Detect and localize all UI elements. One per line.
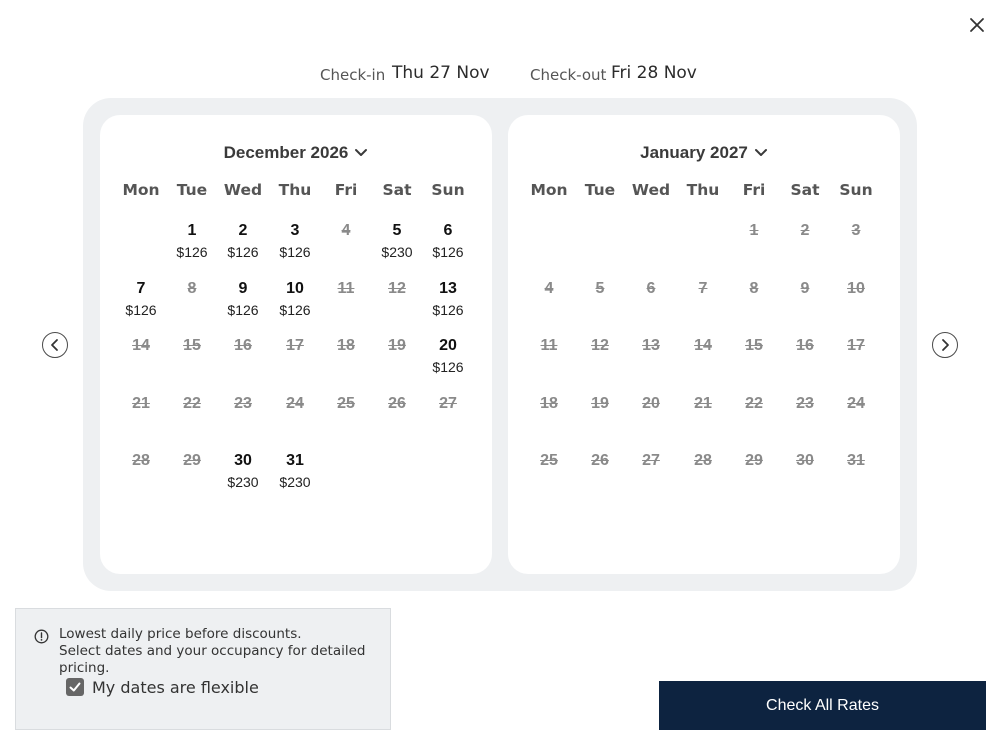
day-number: 10 — [847, 280, 865, 297]
day-number: 14 — [694, 337, 712, 354]
weekday-label: Sun — [839, 181, 873, 199]
day-cell — [524, 452, 574, 504]
day-cell — [524, 395, 574, 447]
day-number: 9 — [238, 280, 248, 297]
weekday-label: Thu — [278, 181, 312, 199]
selected-dates-bar — [0, 62, 1000, 88]
day-number: 2 — [800, 222, 810, 239]
day-cell — [116, 452, 166, 504]
day-cell[interactable] — [423, 337, 473, 389]
weekday-label: Tue — [584, 181, 616, 199]
day-cell — [372, 395, 422, 447]
day-number: 31 — [847, 452, 865, 469]
day-cell[interactable] — [270, 280, 320, 332]
chevron-down-icon — [354, 148, 368, 158]
day-cell — [575, 337, 625, 389]
day-number: 6 — [443, 222, 453, 239]
day-number: 6 — [646, 280, 656, 297]
day-cell[interactable] — [218, 280, 268, 332]
day-cell — [729, 222, 779, 274]
day-cell — [729, 280, 779, 332]
day-price: $126 — [125, 302, 157, 318]
day-number: 4 — [544, 280, 554, 297]
day-number: 29 — [183, 452, 201, 469]
day-number: 11 — [337, 280, 355, 297]
day-cell — [575, 452, 625, 504]
day-cell — [831, 395, 881, 447]
day-price: $126 — [279, 244, 311, 260]
weekday-label: Mon — [122, 181, 160, 199]
day-number: 25 — [540, 452, 558, 469]
day-number: 24 — [847, 395, 865, 412]
day-cell — [831, 337, 881, 389]
day-cell — [780, 452, 830, 504]
day-cell — [626, 280, 676, 332]
day-number: 19 — [388, 337, 406, 354]
day-cell — [372, 337, 422, 389]
day-number: 30 — [234, 452, 252, 469]
day-cell — [729, 395, 779, 447]
day-number: 19 — [591, 395, 609, 412]
weekday-label: Mon — [530, 181, 568, 199]
close-icon — [966, 14, 988, 36]
day-number: 23 — [796, 395, 814, 412]
day-cell — [321, 222, 371, 274]
day-number: 1 — [749, 222, 759, 239]
month-card-january — [508, 115, 900, 574]
day-cell — [831, 452, 881, 504]
day-cell — [167, 337, 217, 389]
day-number: 18 — [540, 395, 558, 412]
day-price: $126 — [176, 244, 208, 260]
day-cell[interactable] — [372, 222, 422, 274]
check-in-label: Check-in — [320, 66, 386, 84]
day-number: 14 — [132, 337, 150, 354]
day-cell[interactable] — [116, 280, 166, 332]
day-cell — [218, 337, 268, 389]
day-cell — [524, 280, 574, 332]
day-number: 8 — [187, 280, 197, 297]
day-number: 12 — [388, 280, 406, 297]
day-price: $230 — [381, 244, 413, 260]
weekday-label: Wed — [631, 181, 671, 199]
day-number: 22 — [183, 395, 201, 412]
day-number: 10 — [286, 280, 304, 297]
day-cell — [780, 337, 830, 389]
info-line-2: Select dates and your occupancy for detailed pricing. — [59, 643, 366, 676]
check-in-value[interactable]: Thu 27 Nov — [392, 63, 490, 83]
info-line-1: Lowest daily price before discounts. — [59, 626, 302, 642]
weekday-label: Fri — [334, 181, 358, 199]
day-number: 15 — [745, 337, 763, 354]
day-number: 28 — [132, 452, 150, 469]
day-price: $126 — [432, 244, 464, 260]
day-cell — [270, 337, 320, 389]
day-cell[interactable] — [423, 222, 473, 274]
day-cell[interactable] — [423, 280, 473, 332]
day-number: 11 — [540, 337, 558, 354]
month-title: January 2027 — [640, 143, 748, 162]
weekday-label: Wed — [223, 181, 263, 199]
day-cell — [372, 280, 422, 332]
day-number: 12 — [591, 337, 609, 354]
next-month-button[interactable] — [932, 332, 958, 358]
day-number: 17 — [847, 337, 865, 354]
day-cell — [167, 395, 217, 447]
day-number: 7 — [136, 280, 146, 297]
weekday-label: Tue — [176, 181, 208, 199]
day-cell[interactable] — [270, 222, 320, 274]
day-number: 21 — [694, 395, 712, 412]
day-number: 9 — [800, 280, 810, 297]
day-number: 22 — [745, 395, 763, 412]
day-number: 28 — [694, 452, 712, 469]
day-price: $230 — [279, 474, 311, 490]
day-number: 20 — [439, 337, 457, 354]
day-number: 4 — [341, 222, 351, 239]
day-cell[interactable] — [218, 452, 268, 504]
day-number: 31 — [286, 452, 304, 469]
day-number: 3 — [851, 222, 861, 239]
chevron-down-icon — [754, 148, 768, 158]
day-cell — [218, 395, 268, 447]
day-number: 5 — [392, 222, 402, 239]
info-icon — [34, 629, 49, 644]
day-number: 29 — [745, 452, 763, 469]
day-price: $126 — [432, 302, 464, 318]
day-number: 5 — [595, 280, 605, 297]
day-cell[interactable] — [167, 222, 217, 274]
day-number: 3 — [290, 222, 300, 239]
calendar-panel — [83, 98, 917, 591]
day-cell[interactable] — [218, 222, 268, 274]
day-cell — [626, 395, 676, 447]
day-number: 24 — [286, 395, 304, 412]
flexible-dates-label: My dates are flexible — [92, 677, 259, 697]
day-cell — [575, 395, 625, 447]
day-cell — [423, 395, 473, 447]
day-cell — [575, 280, 625, 332]
day-number: 16 — [234, 337, 252, 354]
day-price: $126 — [432, 359, 464, 375]
day-cell — [678, 280, 728, 332]
flexible-dates-toggle[interactable] — [66, 676, 259, 698]
check-all-rates-button[interactable]: Check All Rates — [659, 681, 986, 730]
day-number: 25 — [337, 395, 355, 412]
day-number: 23 — [234, 395, 252, 412]
day-number: 27 — [439, 395, 457, 412]
day-number: 13 — [642, 337, 660, 354]
day-cell — [167, 280, 217, 332]
pricing-info-box — [15, 608, 391, 730]
flexible-dates-checkbox[interactable] — [66, 678, 84, 696]
day-cell — [167, 452, 217, 504]
day-price: $126 — [227, 244, 259, 260]
day-number: 26 — [388, 395, 406, 412]
chevron-right-icon — [939, 338, 951, 352]
month-title: December 2026 — [223, 143, 349, 162]
month-card-december — [100, 115, 492, 574]
day-price: $126 — [279, 302, 311, 318]
month-selector[interactable] — [508, 141, 900, 165]
day-cell — [524, 337, 574, 389]
day-number: 17 — [286, 337, 304, 354]
day-number: 20 — [642, 395, 660, 412]
weekday-label: Sat — [790, 181, 820, 199]
day-number: 1 — [187, 222, 197, 239]
weekday-label: Fri — [742, 181, 766, 199]
day-cell — [678, 452, 728, 504]
day-number: 7 — [698, 280, 708, 297]
day-price: $230 — [227, 474, 259, 490]
check-out-value[interactable]: Fri 28 Nov — [611, 63, 697, 83]
checkmark-icon — [68, 680, 82, 694]
day-cell — [780, 395, 830, 447]
day-number: 8 — [749, 280, 759, 297]
check-out-label: Check-out — [530, 66, 607, 84]
day-number: 21 — [132, 395, 150, 412]
day-cell — [321, 280, 371, 332]
day-cell — [831, 280, 881, 332]
day-cell — [321, 395, 371, 447]
day-cell — [321, 337, 371, 389]
close-button[interactable] — [966, 14, 988, 36]
day-number: 2 — [238, 222, 248, 239]
weekday-label: Sat — [382, 181, 412, 199]
day-number: 30 — [796, 452, 814, 469]
day-cell[interactable] — [270, 452, 320, 504]
day-cell — [270, 395, 320, 447]
chevron-left-icon — [49, 338, 61, 352]
day-number: 27 — [642, 452, 660, 469]
day-cell — [780, 280, 830, 332]
day-cell — [729, 452, 779, 504]
day-cell — [678, 395, 728, 447]
weekday-label: Thu — [686, 181, 720, 199]
day-number: 15 — [183, 337, 201, 354]
day-cell — [626, 337, 676, 389]
day-number: 26 — [591, 452, 609, 469]
day-cell — [116, 337, 166, 389]
day-cell — [729, 337, 779, 389]
weekday-label: Sun — [431, 181, 465, 199]
day-cell — [678, 337, 728, 389]
pricing-info-text — [59, 626, 390, 677]
day-cell — [116, 395, 166, 447]
day-price: $126 — [227, 302, 259, 318]
day-number: 16 — [796, 337, 814, 354]
month-selector[interactable] — [100, 141, 492, 165]
previous-month-button[interactable] — [42, 332, 68, 358]
day-number: 18 — [337, 337, 355, 354]
day-cell — [780, 222, 830, 274]
day-number: 13 — [439, 280, 457, 297]
day-cell — [831, 222, 881, 274]
day-cell — [626, 452, 676, 504]
